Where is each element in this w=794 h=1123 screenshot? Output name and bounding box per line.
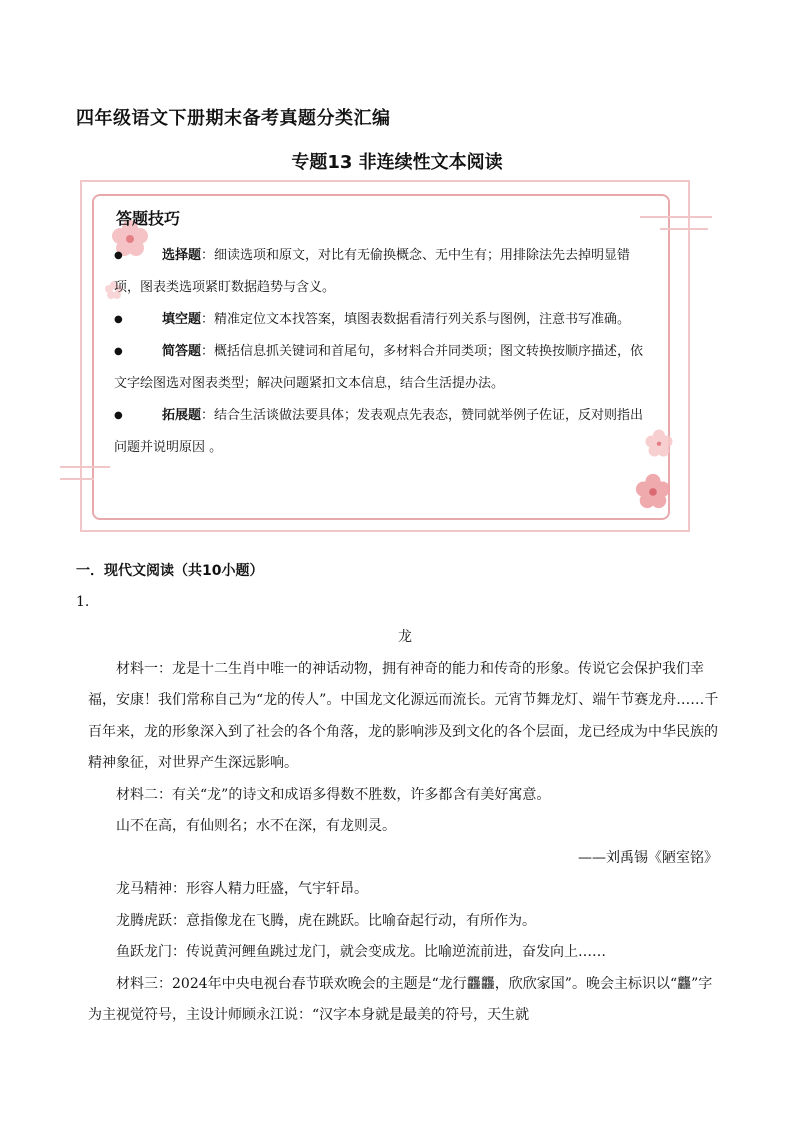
decor-line (640, 216, 712, 218)
decor-line (60, 478, 94, 480)
section-heading: 一．现代文阅读（共10小题） (76, 563, 264, 579)
bullet-icon: ● (114, 346, 123, 357)
bullet-icon: ● (114, 314, 123, 325)
decor-line (660, 228, 708, 230)
tip-item (114, 400, 654, 464)
bullet-icon: ● (114, 410, 123, 421)
flower-icon (634, 472, 672, 510)
reading-passage (88, 622, 722, 1032)
tips-body (114, 240, 654, 464)
tip-item (114, 336, 654, 400)
page-title: 四年级语文下册期末备考真题分类汇编 (76, 108, 391, 129)
idiom-item: 龙马精神：形容人精力旺盛，气宇轩昂。 (116, 881, 368, 897)
topic-title: 专题13 非连续性文本阅读 (291, 152, 503, 173)
material-two: 材料二：有关“龙”的诗文和成语多得数不胜数，许多都含有美好寓意。 (116, 786, 551, 803)
material-three: 材料三：2024年中央电视台春节联欢晚会的主题是“龙行龘龘，欣欣家国”。晚会主标识以“龘”字为主视觉符号，主设计师顾永江说：“汉字本身就是最美的符号，天生就 (88, 975, 713, 1023)
tip-name: 填空题 (162, 312, 202, 327)
decor-line (60, 466, 110, 468)
poem-attribution: ——刘禹锡《陋室铭》 (578, 849, 718, 866)
tips-title: 答题技巧 (116, 209, 181, 228)
question-number: 1. (76, 594, 90, 610)
bullet-icon: ● (114, 250, 123, 261)
tip-name: 选择题 (162, 248, 202, 263)
material-one: 材料一：龙是十二生肖中唯一的神话动物，拥有神奇的能力和传奇的形象。传说它会保护我们幸福，安康！我们常称自己为“龙的传人”。中国龙文化源远而流长。元宵节舞龙灯、端午节赛龙舟……千百年来，龙的形象深入到了社会的各个角落，龙的影响涉及到文化的各个层面，龙已经成为中华民族的精神象征，对世界产生深远影响。 (88, 660, 719, 771)
tip-text: ：精准定位文本找答案，填图表数据看清行列关系与图例，注意书写准确。 (201, 312, 631, 327)
tip-item (114, 304, 654, 336)
tip-item (114, 240, 654, 304)
tip-name: 简答题 (162, 344, 202, 359)
tip-text: ：概括信息抓关键词和首尾句，多材料合并同类项；图文转换按顺序描述，依文字绘图选对图表类型；解决问题紧扣文本信息，结合生活提办法。 (114, 344, 644, 391)
tip-text: ：细读选项和原文，对比有无偷换概念、无中生有；用排除法先去掉明显错项，图表类选项紧盯数据趋势与含义。 (114, 248, 631, 295)
idiom-item: 龙腾虎跃：意指像龙在飞腾，虎在跳跃。比喻奋起行动，有所作为。 (116, 912, 536, 929)
poem-line: 山不在高，有仙则名；水不在深，有龙则灵。 (116, 818, 396, 834)
article-title: 龙 (398, 629, 412, 645)
idiom-item: 鱼跃龙门：传说黄河鲤鱼跳过龙门，就会变成龙。比喻逆流前进，奋发向上…… (116, 944, 606, 960)
tip-text: ：结合生活谈做法要具体；发表观点先表态，赞同就举例子佐证，反对则指出问题并说明原因 。 (114, 408, 644, 455)
tip-name: 拓展题 (162, 408, 202, 423)
